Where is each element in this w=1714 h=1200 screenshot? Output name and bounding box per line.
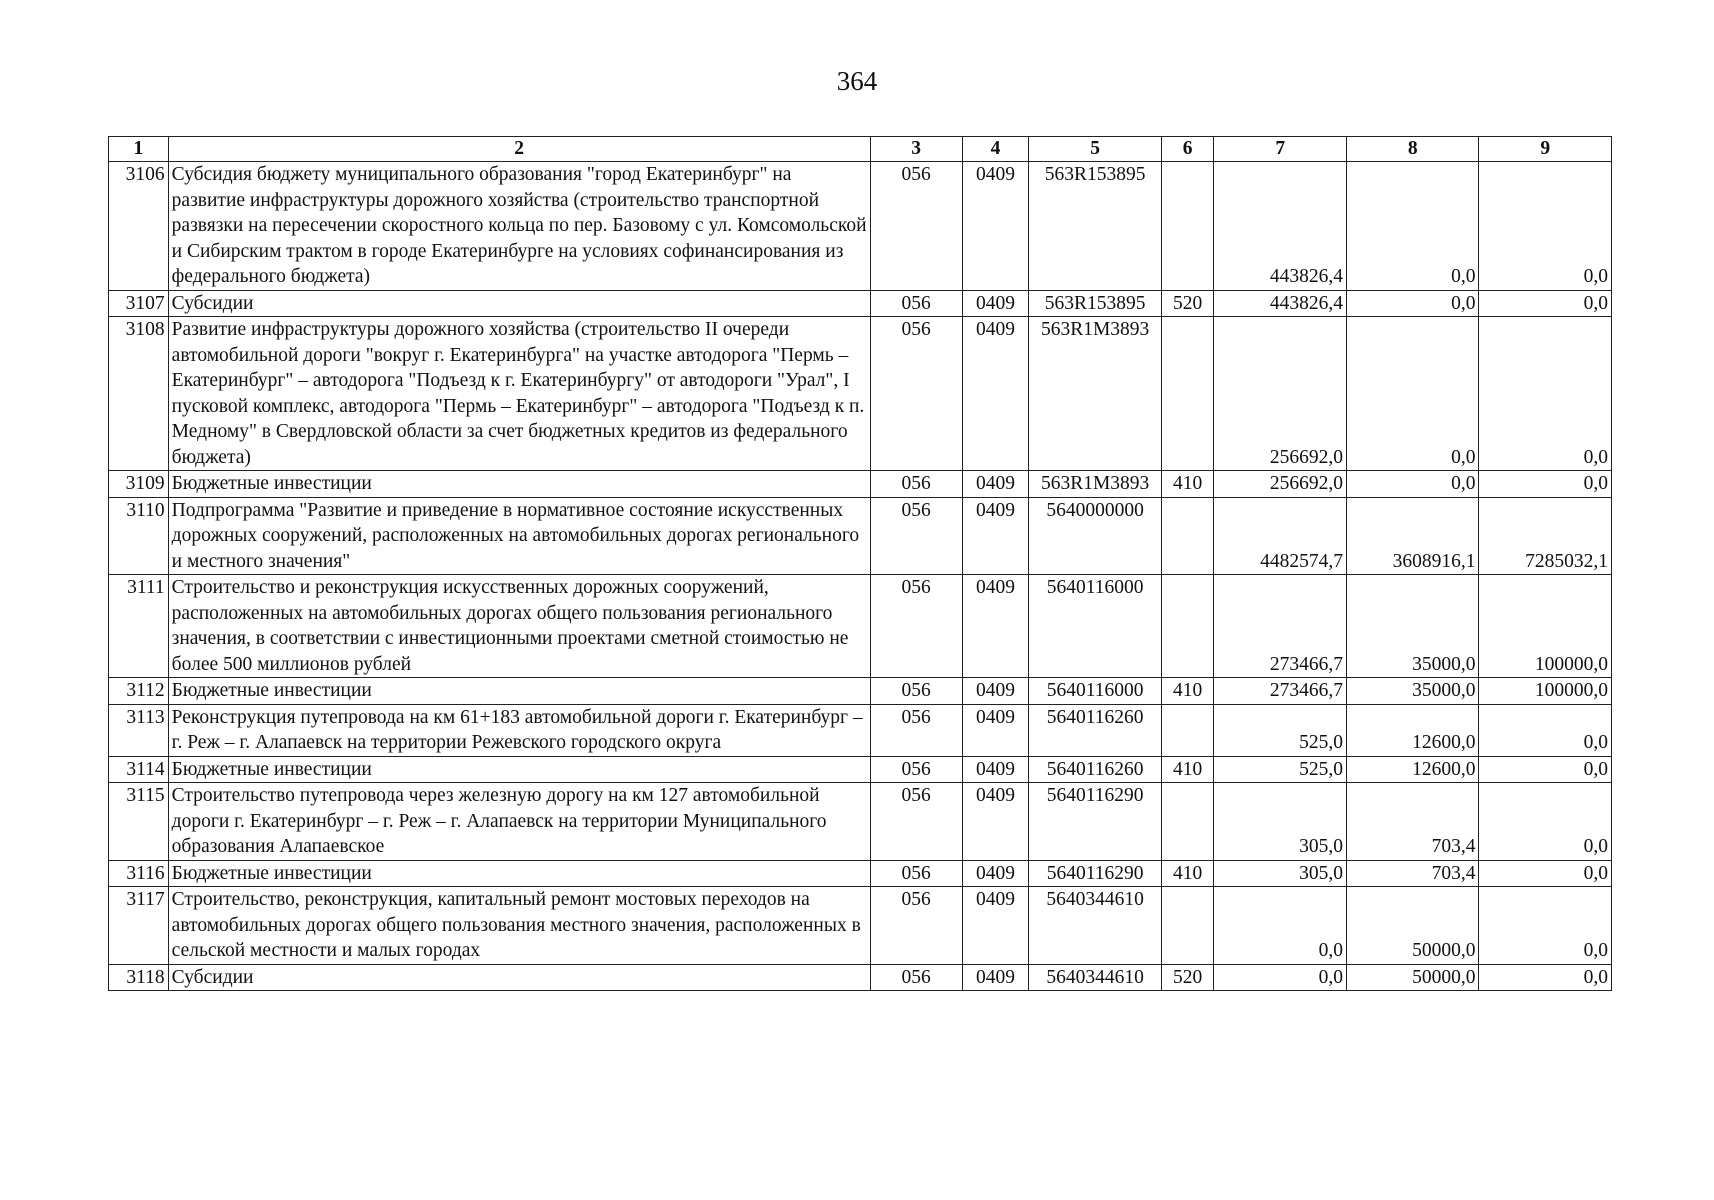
section-code-cell: 0409 <box>962 860 1029 887</box>
item-name-cell: Подпрограмма "Развитие и приведение в нормативное состояние искусственных дорожных сооружений, расположенных на автомобильных дорогах регионального и местного значения" <box>168 497 870 575</box>
amount-col7-cell: 256692,0 <box>1214 317 1346 471</box>
target-article-cell: 563R153895 <box>1029 162 1161 291</box>
section-code-cell: 0409 <box>962 964 1029 991</box>
row-number-cell: 3109 <box>109 471 169 498</box>
amount-col7-cell: 305,0 <box>1214 860 1346 887</box>
amount-col8-cell: 703,4 <box>1346 783 1478 861</box>
row-number-cell: 3116 <box>109 860 169 887</box>
expense-type-cell: 410 <box>1161 756 1214 783</box>
amount-col7-cell: 305,0 <box>1214 783 1346 861</box>
ministry-code-cell: 056 <box>870 887 962 965</box>
target-article-cell: 563R153895 <box>1029 290 1161 317</box>
ministry-code-cell: 056 <box>870 704 962 756</box>
item-name-cell: Бюджетные инвестиции <box>168 756 870 783</box>
column-header: 4 <box>962 137 1029 162</box>
amount-col9-cell: 0,0 <box>1479 783 1612 861</box>
expense-type-cell: 410 <box>1161 471 1214 498</box>
amount-col7-cell: 443826,4 <box>1214 290 1346 317</box>
amount-col7-cell: 0,0 <box>1214 887 1346 965</box>
amount-col8-cell: 12600,0 <box>1346 756 1478 783</box>
amount-col7-cell: 443826,4 <box>1214 162 1346 291</box>
column-header: 1 <box>109 137 169 162</box>
target-article-cell: 563R1M3893 <box>1029 471 1161 498</box>
amount-col8-cell: 0,0 <box>1346 162 1478 291</box>
amount-col9-cell: 0,0 <box>1479 317 1612 471</box>
table-row <box>109 575 1612 678</box>
row-number-cell: 3110 <box>109 497 169 575</box>
row-number-cell: 3117 <box>109 887 169 965</box>
amount-col7-cell: 525,0 <box>1214 756 1346 783</box>
item-name-cell: Бюджетные инвестиции <box>168 678 870 705</box>
item-name-cell: Строительство, реконструкция, капитальный ремонт мостовых переходов на автомобильных дорогах общего пользования местного значения, расположенных в сельской местности и малых городах <box>168 887 870 965</box>
amount-col9-cell: 0,0 <box>1479 756 1612 783</box>
expense-type-cell <box>1161 575 1214 678</box>
column-header: 2 <box>168 137 870 162</box>
ministry-code-cell: 056 <box>870 162 962 291</box>
item-name-cell: Строительство и реконструкция искусственных дорожных сооружений, расположенных на автомобильных дорогах общего пользования регионального значения, в соответствии с инвестиционными проектами сметной стоимостью не более 500 миллионов рублей <box>168 575 870 678</box>
page-number: 364 <box>836 66 878 96</box>
ministry-code-cell: 056 <box>870 964 962 991</box>
amount-col9-cell: 0,0 <box>1479 290 1612 317</box>
target-article-cell: 5640344610 <box>1029 887 1161 965</box>
column-header: 6 <box>1161 137 1214 162</box>
target-article-cell: 5640000000 <box>1029 497 1161 575</box>
expense-type-cell <box>1161 497 1214 575</box>
amount-col9-cell: 0,0 <box>1479 860 1612 887</box>
amount-col9-cell: 0,0 <box>1479 964 1612 991</box>
target-article-cell: 5640116000 <box>1029 575 1161 678</box>
row-number-cell: 3115 <box>109 783 169 861</box>
ministry-code-cell: 056 <box>870 290 962 317</box>
amount-col9-cell: 0,0 <box>1479 887 1612 965</box>
expense-type-cell <box>1161 704 1214 756</box>
amount-col8-cell: 12600,0 <box>1346 704 1478 756</box>
amount-col7-cell: 256692,0 <box>1214 471 1346 498</box>
column-header: 5 <box>1029 137 1161 162</box>
amount-col8-cell: 0,0 <box>1346 290 1478 317</box>
expense-type-cell: 410 <box>1161 860 1214 887</box>
row-number-cell: 3118 <box>109 964 169 991</box>
amount-col8-cell: 0,0 <box>1346 471 1478 498</box>
amount-col9-cell: 0,0 <box>1479 704 1612 756</box>
column-header: 7 <box>1214 137 1346 162</box>
table-row <box>109 860 1612 887</box>
section-code-cell: 0409 <box>962 704 1029 756</box>
table-row <box>109 678 1612 705</box>
row-number-cell: 3106 <box>109 162 169 291</box>
ministry-code-cell: 056 <box>870 860 962 887</box>
item-name-cell: Развитие инфраструктуры дорожного хозяйства (строительство II очереди автомобильной дороги "вокруг г. Екатеринбурга" на участке автодорога "Пермь – Екатеринбург" – автодорога "Подъезд к г. Екатеринбургу" от автодороги "Урал", I пусковой комплекс, автодорога "Пермь – Екатеринбург" – автодорога "Подъезд к п. Медному" в Свердловской области за счет бюджетных кредитов из федерального бюджета) <box>168 317 870 471</box>
expense-type-cell <box>1161 162 1214 291</box>
item-name-cell: Бюджетные инвестиции <box>168 471 870 498</box>
amount-col8-cell: 35000,0 <box>1346 678 1478 705</box>
column-header: 9 <box>1479 137 1612 162</box>
section-code-cell: 0409 <box>962 887 1029 965</box>
amount-col8-cell: 50000,0 <box>1346 887 1478 965</box>
item-name-cell: Субсидии <box>168 964 870 991</box>
expense-type-cell <box>1161 317 1214 471</box>
table-row <box>109 756 1612 783</box>
section-code-cell: 0409 <box>962 497 1029 575</box>
table-row <box>109 704 1612 756</box>
section-code-cell: 0409 <box>962 290 1029 317</box>
expense-type-cell <box>1161 887 1214 965</box>
amount-col8-cell: 0,0 <box>1346 317 1478 471</box>
row-number-cell: 3108 <box>109 317 169 471</box>
amount-col8-cell: 703,4 <box>1346 860 1478 887</box>
item-name-cell: Реконструкция путепровода на км 61+183 автомобильной дороги г. Екатеринбург – г. Реж – г. Алапаевск на территории Режевского городского округа <box>168 704 870 756</box>
item-name-cell: Бюджетные инвестиции <box>168 860 870 887</box>
amount-col7-cell: 4482574,7 <box>1214 497 1346 575</box>
amount-col7-cell: 273466,7 <box>1214 575 1346 678</box>
section-code-cell: 0409 <box>962 678 1029 705</box>
table-row <box>109 783 1612 861</box>
ministry-code-cell: 056 <box>870 497 962 575</box>
row-number-cell: 3114 <box>109 756 169 783</box>
amount-col9-cell: 7285032,1 <box>1479 497 1612 575</box>
table-row <box>109 162 1612 291</box>
amount-col8-cell: 50000,0 <box>1346 964 1478 991</box>
table-row <box>109 887 1612 965</box>
target-article-cell: 5640116290 <box>1029 783 1161 861</box>
section-code-cell: 0409 <box>962 756 1029 783</box>
column-header: 8 <box>1346 137 1478 162</box>
expense-type-cell <box>1161 783 1214 861</box>
budget-table <box>108 136 1612 991</box>
ministry-code-cell: 056 <box>870 756 962 783</box>
ministry-code-cell: 056 <box>870 575 962 678</box>
section-code-cell: 0409 <box>962 575 1029 678</box>
item-name-cell: Строительство путепровода через железную дорогу на км 127 автомобильной дороги г. Екатеринбург – г. Реж – г. Алапаевск на территории Муниципального образования Алапаевское <box>168 783 870 861</box>
section-code-cell: 0409 <box>962 317 1029 471</box>
amount-col9-cell: 0,0 <box>1479 162 1612 291</box>
table-row <box>109 317 1612 471</box>
target-article-cell: 563R1M3893 <box>1029 317 1161 471</box>
amount-col7-cell: 273466,7 <box>1214 678 1346 705</box>
section-code-cell: 0409 <box>962 162 1029 291</box>
item-name-cell: Субсидия бюджету муниципального образования "город Екатеринбург" на развитие инфраструктуры дорожного хозяйства (строительство транспортной развязки на пересечении скоростного кольца по пер. Базовому с ул. Комсомольской и Сибирским трактом в городе Екатеринбурге на условиях софинансирования из федерального бюджета) <box>168 162 870 291</box>
target-article-cell: 5640116000 <box>1029 678 1161 705</box>
target-article-cell: 5640116260 <box>1029 704 1161 756</box>
table-row <box>109 964 1612 991</box>
expense-type-cell: 410 <box>1161 678 1214 705</box>
table-row <box>109 471 1612 498</box>
target-article-cell: 5640116290 <box>1029 860 1161 887</box>
amount-col8-cell: 35000,0 <box>1346 575 1478 678</box>
expense-type-cell: 520 <box>1161 290 1214 317</box>
amount-col9-cell: 100000,0 <box>1479 678 1612 705</box>
ministry-code-cell: 056 <box>870 471 962 498</box>
column-header: 3 <box>870 137 962 162</box>
item-name-cell: Субсидии <box>168 290 870 317</box>
amount-col7-cell: 0,0 <box>1214 964 1346 991</box>
amount-col9-cell: 100000,0 <box>1479 575 1612 678</box>
row-number-cell: 3107 <box>109 290 169 317</box>
expense-type-cell: 520 <box>1161 964 1214 991</box>
amount-col8-cell: 3608916,1 <box>1346 497 1478 575</box>
header-row <box>109 137 1612 162</box>
row-number-cell: 3113 <box>109 704 169 756</box>
amount-col9-cell: 0,0 <box>1479 471 1612 498</box>
section-code-cell: 0409 <box>962 783 1029 861</box>
ministry-code-cell: 056 <box>870 678 962 705</box>
target-article-cell: 5640116260 <box>1029 756 1161 783</box>
table-row <box>109 497 1612 575</box>
ministry-code-cell: 056 <box>870 317 962 471</box>
row-number-cell: 3111 <box>109 575 169 678</box>
ministry-code-cell: 056 <box>870 783 962 861</box>
amount-col7-cell: 525,0 <box>1214 704 1346 756</box>
table-row <box>109 290 1612 317</box>
row-number-cell: 3112 <box>109 678 169 705</box>
section-code-cell: 0409 <box>962 471 1029 498</box>
target-article-cell: 5640344610 <box>1029 964 1161 991</box>
